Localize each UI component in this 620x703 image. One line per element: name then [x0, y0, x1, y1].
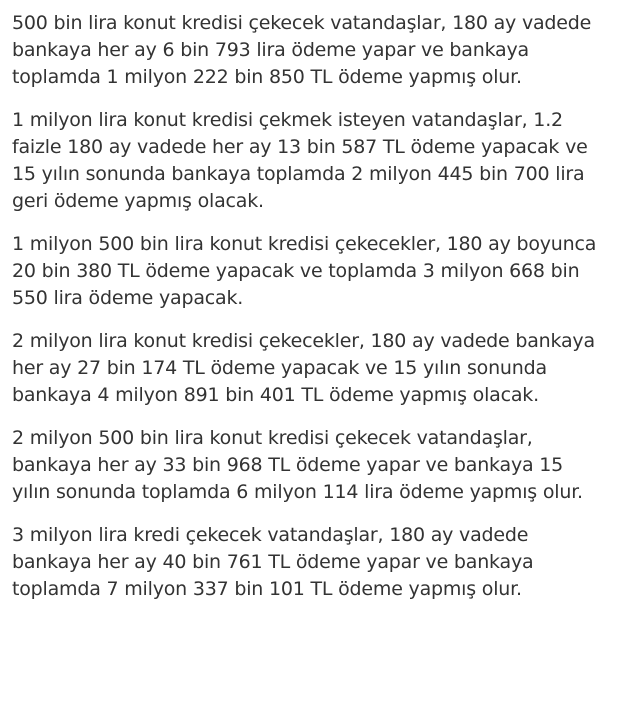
- paragraph-loan-1-5m: 1 milyon 500 bin lira konut kredisi çekecekler, 180 ay boyunca 20 bin 380 TL ödeme yapacak ve toplamda 3 milyon 668 bin 550 lira ödeme yapacak.: [12, 233, 597, 309]
- paragraph-loan-2-5m: 2 milyon 500 bin lira konut kredisi çekecek vatandaşlar, bankaya her ay 33 bin 968 TL ödeme yapar ve bankaya 15 yılın sonunda toplamda 6 milyon 114 lira ödeme yapmış olur.: [12, 427, 583, 503]
- paragraph-loan-2m: 2 milyon lira konut kredisi çekecekler, 180 ay vadede bankaya her ay 27 bin 174 TL ödeme yapacak ve 15 yılın sonunda bankaya 4 milyon 891 bin 401 TL ödeme yapmış olacak.: [12, 330, 595, 406]
- paragraph-loan-1m: 1 milyon lira konut kredisi çekmek isteyen vatandaşlar, 1.2 faizle 180 ay vadede her ay 13 bin 587 TL ödeme yapacak ve 15 yılın sonunda bankaya toplamda 2 milyon 445 bin 700 lira geri ödeme yapmış olacak.: [12, 109, 588, 212]
- paragraph-loan-3m: 3 milyon lira kredi çekecek vatandaşlar, 180 ay vadede bankaya her ay 40 bin 761 TL ödeme yapar ve bankaya toplamda 7 milyon 337 bin 101 TL ödeme yapmış olur.: [12, 524, 534, 600]
- paragraph-loan-500k: 500 bin lira konut kredisi çekecek vatandaşlar, 180 ay vadede bankaya her ay 6 bin 793 lira ödeme yapar ve bankaya toplamda 1 milyon 222 bin 850 TL ödeme yapmış olur.: [12, 12, 592, 88]
